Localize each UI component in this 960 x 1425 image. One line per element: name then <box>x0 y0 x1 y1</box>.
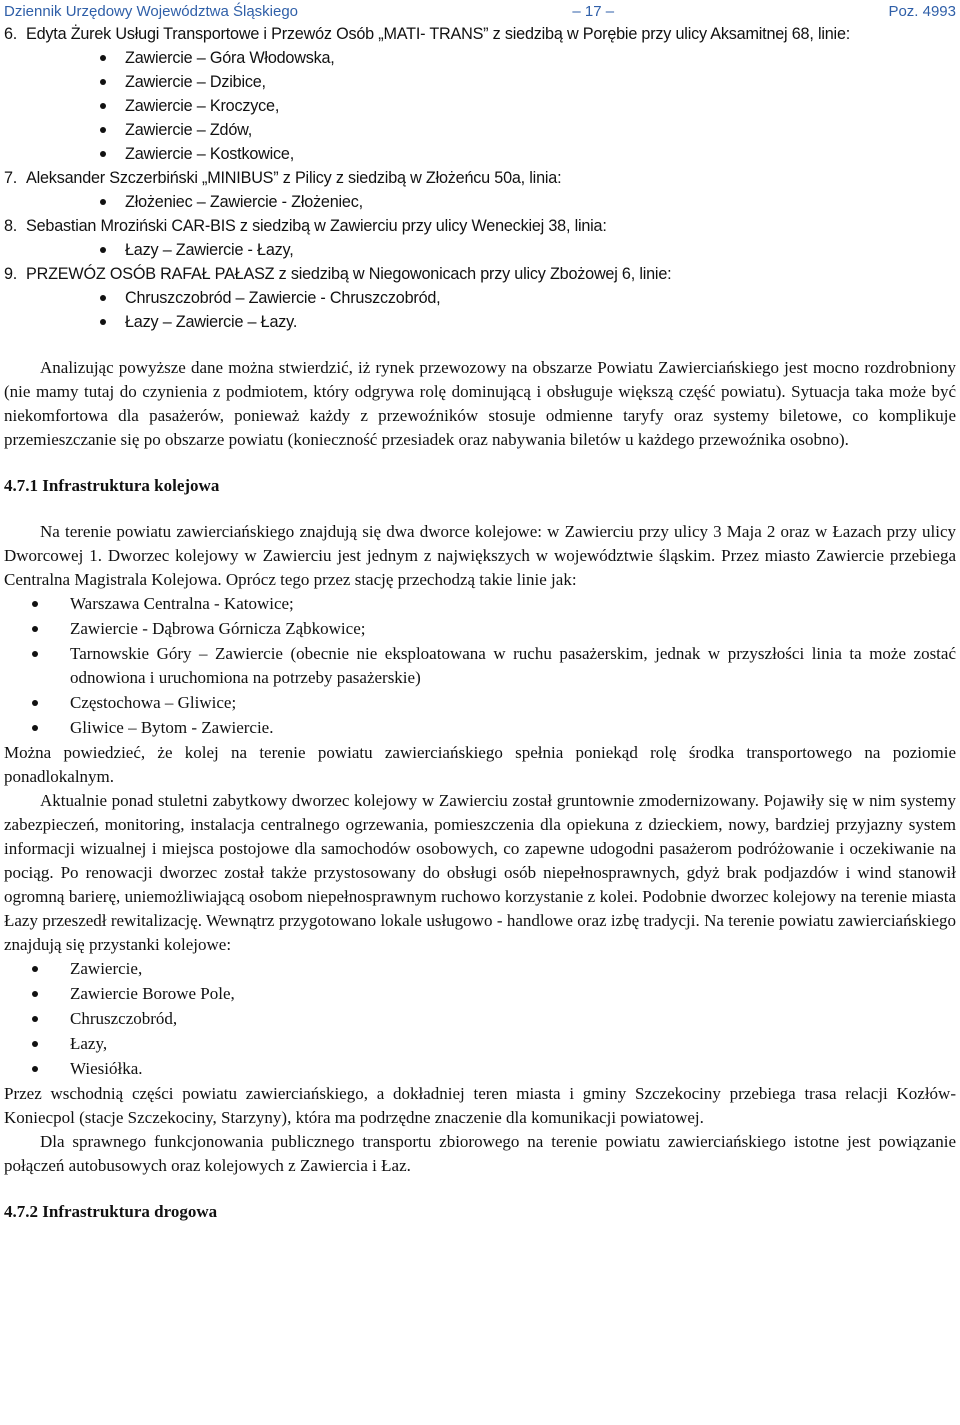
route-item: Łazy – Zawiercie - Łazy, <box>4 238 956 262</box>
rail-line-item: Gliwice – Bytom - Zawiercie. <box>4 716 956 740</box>
list-item <box>4 214 956 238</box>
route-list <box>4 286 956 334</box>
stop-item: Chruszczobród, <box>4 1007 956 1031</box>
item-number: 9. <box>4 265 18 283</box>
route-item: Zawiercie – Kostkowice, <box>4 142 956 166</box>
rail-line-item: Warszawa Centralna - Katowice; <box>4 592 956 616</box>
section-heading-rail: 4.7.1 Infrastruktura kolejowa <box>4 476 220 495</box>
page-number: – 17 – <box>572 3 615 20</box>
item-number: 7. <box>4 169 18 187</box>
stop-item: Łazy, <box>4 1032 956 1056</box>
list-item <box>4 22 956 46</box>
stop-item: Wiesiółka. <box>4 1057 956 1081</box>
page-header <box>4 0 956 24</box>
item-number: 8. <box>4 217 18 235</box>
paragraph-station: Aktualnie ponad stuletni zabytkowy dworzec kolejowy w Zawierciu został gruntownie zmodernizowany. Pojawiły się w nim systemy zabezpieczeń, monitoring, instalacja centralnego ogrzewania, pomieszczenia dla opiekuna z dzieckiem, nowy, bardziej przyjazny system informacji wizualnej i miejsca postojowe dla samochodów osobowych, co zapewne udogodni pasażerom podróżowanie i oczekiwanie na pociąg. Po renowacji dworzec został także przystosowany do obsługi osób niepełnosprawnych, gdyż brak podjazdów i wind stanowił ogromną barierę, uniemożliwiającą osobom niepełnosprawnym ruchowo korzystanie z kolei. Podobnie dworzec kolejowy na terenie miasta Łazy przeszedł rewitalizację. Wewnątrz przygotowano lokale usługowo - handlowe oraz izbę tradycji. Na terenie powiatu zawierciańskiego znajdują się przystanki kolejowe: <box>4 791 956 954</box>
route-item: Złożeniec – Zawiercie - Złożeniec, <box>4 190 956 214</box>
stop-item: Zawiercie, <box>4 957 956 981</box>
section-heading-road: 4.7.2 Infrastruktura drogowa <box>4 1202 218 1221</box>
list-item <box>4 262 956 286</box>
rail-lines-list <box>4 592 956 740</box>
rail-line-item: Częstochowa – Gliwice; <box>4 691 956 715</box>
route-list <box>4 190 956 214</box>
item-text: Sebastian Mroziński CAR-BIS z siedzibą w Zawierciu przy ulicy Weneckiej 38, linia: <box>26 217 607 235</box>
rail-line-item: Zawiercie - Dąbrowa Górnicza Ząbkowice; <box>4 617 956 641</box>
position-number: Poz. 4993 <box>888 3 956 20</box>
document-body <box>4 22 956 1224</box>
route-item: Zawiercie – Zdów, <box>4 118 956 142</box>
stop-item: Zawiercie Borowe Pole, <box>4 982 956 1006</box>
item-text: Aleksander Szczerbiński „MINIBUS” z Pilicy z siedzibą w Złożeńcu 50a, linia: <box>26 169 562 187</box>
route-list <box>4 46 956 166</box>
rail-line-item: Tarnowskie Góry – Zawiercie (obecnie nie eksploatowana w ruchu pasażerskim, jednak w przyszłości linia ta może zostać odnowiona i uruchomiona na potrzeby pasażerskie) <box>4 642 956 690</box>
route-item: Łazy – Zawiercie – Łazy. <box>4 310 956 334</box>
route-list <box>4 238 956 262</box>
item-number: 6. <box>4 25 18 43</box>
route-item: Zawiercie – Kroczyce, <box>4 94 956 118</box>
route-item: Chruszczobród – Zawiercie - Chruszczobród, <box>4 286 956 310</box>
journal-title: Dziennik Urzędowy Województwa Śląskiego <box>4 3 299 20</box>
item-text: Edyta Żurek Usługi Transportowe i Przewóz Osób „MATI- TRANS” z siedzibą w Porębie przy ulicy Aksamitnej 68, linie: <box>26 25 851 43</box>
route-item: Zawiercie – Dzibice, <box>4 70 956 94</box>
route-item: Zawiercie – Góra Włodowska, <box>4 46 956 70</box>
paragraph-role: Można powiedzieć, że kolej na terenie powiatu zawierciańskiego spełnia poniekąd rolę środka transportowego na poziomie ponadlokalnym. <box>4 743 956 786</box>
paragraph-east: Przez wschodnią części powiatu zawierciańskiego, a dokładniej teren miasta i gminy Szczekociny przebiega trasa relacji Kozłów-Koniecpol (stacje Szczekociny, Starzyny), która ma podrzędne znaczenie dla komunikacji powiatowej. <box>4 1084 956 1127</box>
paragraph-analysis: Analizując powyższe dane można stwierdzić, iż rynek przewozowy na obszarze Powiatu Zawierciańskiego jest mocno rozdrobniony (nie mamy tutaj do czynienia z podmiotem, który odgrywa rolę dominującą i obsługuje większą część powiatu). Sytuacja taka może być niekomfortowa dla pasażerów, ponieważ każdy z przewoźników stosuje odmienne taryfy oraz systemy biletowe, co komplikuje przemieszczanie się po obszarze powiatu (konieczność przesiadek oraz nabywania biletów u każdego przewoźnika osobno). <box>4 358 956 449</box>
list-item <box>4 166 956 190</box>
paragraph-integration: Dla sprawnego funkcjonowania publicznego transportu zbiorowego na terenie powiatu zawierciańskiego istotne jest powiązanie połączeń autobusowych oraz kolejowych z Zawiercia i Łaz. <box>4 1132 956 1175</box>
stops-list <box>4 957 956 1081</box>
item-text: PRZEWÓZ OSÓB RAFAŁ PAŁASZ z siedzibą w Niegowonicach przy ulicy Zbożowej 6, linie: <box>26 265 672 283</box>
paragraph-rail: Na terenie powiatu zawierciańskiego znajdują się dwa dworce kolejowe: w Zawierciu przy ulicy 3 Maja 2 oraz w Łazach przy ulicy Dworcowej 1. Dworzec kolejowy w Zawierciu jest jednym z największych w województwie śląskim. Przez miasto Zawiercie przebiega Centralna Magistrala Kolejowa. Oprócz tego przez stację przechodzą takie linie jak: <box>4 522 956 589</box>
